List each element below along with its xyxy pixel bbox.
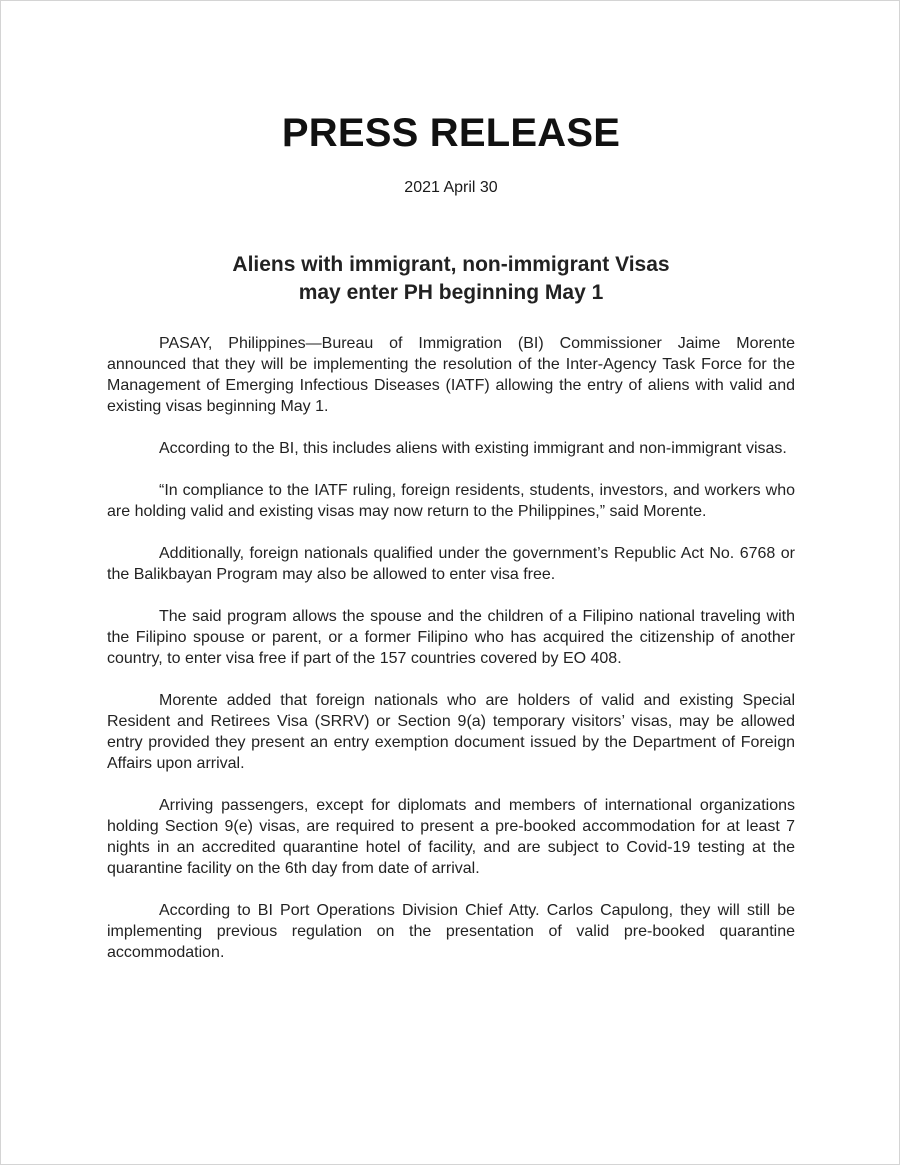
paragraph-3: “In compliance to the IATF ruling, foreign residents, students, investors, and workers who are holding valid and existing visas may now return to the Philippines,” said Morente. [107,482,795,520]
paragraph-5: The said program allows the spouse and the children of a Filipino national traveling with the Filipino spouse or parent, or a former Filipino who has acquired the citizenship of another country, to enter visa free if part of the 157 countries covered by EO 408. [107,608,795,667]
headline-line-1: Aliens with immigrant, non-immigrant Visas [232,253,670,276]
article-body [107,333,795,963]
paragraph-7: Arriving passengers, except for diplomats and members of international organizations holding Section 9(e) visas, are required to present a pre-booked accommodation for at least 7 nights in an accredited quarantine hotel of facility, and are subject to Covid-19 testing at the quarantine facility on the 6th day from date of arrival. [107,797,795,877]
paragraph-8: According to BI Port Operations Division Chief Atty. Carlos Capulong, they will still be implementing previous regulation on the presentation of valid pre-booked quarantine accommodation. [107,902,795,961]
headline-line-2: may enter PH beginning May 1 [298,281,604,304]
paragraph-1: PASAY, Philippines—Bureau of Immigration (BI) Commissioner Jaime Morente announced that they will be implementing the resolution of the Inter-Agency Task Force for the Management of Emerging Infectious Diseases (IATF) allowing the entry of aliens with valid and existing visas beginning May 1. [107,335,795,415]
headline [107,251,795,307]
release-date: 2021 April 30 [404,179,498,196]
paragraph-4: Additionally, foreign nationals qualified under the government’s Republic Act No. 6768 or the Balikbayan Program may also be allowed to enter visa free. [107,545,795,583]
document-content [107,105,795,984]
paragraph-2: According to the BI, this includes aliens with existing immigrant and non-immigrant visas. [159,440,787,457]
press-release-title: PRESS RELEASE [281,111,621,155]
paragraph-6: Morente added that foreign nationals who are holders of valid and existing Special Resident and Retirees Visa (SRRV) or Section 9(a) temporary visitors’ visas, may be allowed entry provided they present an entry exemption document issued by the Department of Foreign Affairs upon arrival. [107,692,795,772]
